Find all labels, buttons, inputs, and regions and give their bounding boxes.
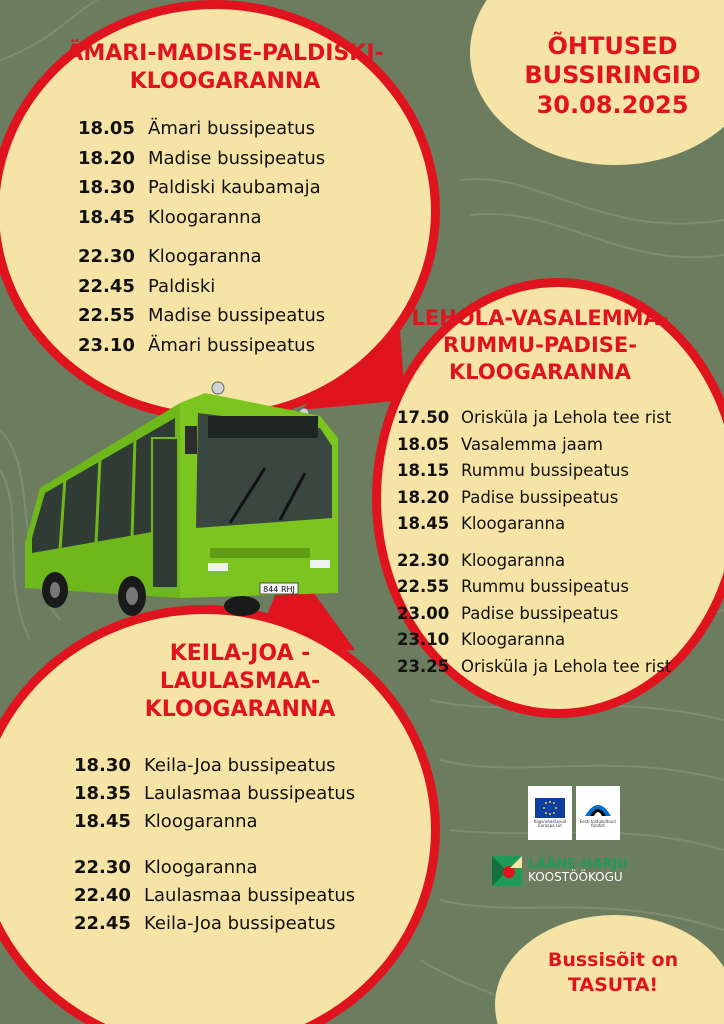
departure-time: 18.05	[78, 118, 135, 139]
stop-name: Kloogaranna	[144, 811, 258, 832]
route3-outbound	[74, 755, 355, 839]
stop-name: Padise bussipeatus	[461, 603, 619, 623]
timetable-row	[397, 488, 671, 515]
sponsor-logos	[528, 786, 620, 840]
departure-time: 18.30	[74, 755, 131, 776]
route2-outbound	[397, 408, 671, 541]
stop-name: Rummu bussipeatus	[461, 577, 629, 596]
timetable-row	[397, 577, 671, 604]
estonia-logo	[576, 786, 620, 840]
timetable-row	[78, 305, 325, 335]
departure-time: 18.05	[397, 434, 450, 454]
departure-time: 18.30	[78, 177, 135, 198]
stop-name: Paldiski kaubamaja	[148, 177, 321, 198]
route1-timetable	[78, 118, 325, 374]
timetable-row	[397, 630, 671, 657]
departure-time: 17.50	[397, 408, 450, 427]
route1-title: ÄMARI-MADISE-PALDISKI-KLOOGARANNA	[66, 41, 384, 95]
stop-name: Kloogaranna	[461, 630, 566, 649]
departure-time: 18.45	[74, 811, 131, 832]
departure-time: 23.10	[397, 630, 450, 649]
departure-time: 18.20	[78, 147, 135, 169]
stop-name: Madise bussipeatus	[148, 305, 326, 326]
route2-return	[397, 551, 671, 684]
route2-title: LEHOLA-VASALEMMA-RUMMU-PADISE-KLOOGARANNA	[411, 306, 669, 384]
timetable-row	[397, 408, 671, 435]
departure-time: 22.30	[78, 246, 135, 267]
timetable-row	[78, 148, 325, 178]
route1-return	[78, 246, 325, 364]
stop-name: Madise bussipeatus	[148, 147, 326, 169]
timetable-row	[74, 755, 355, 783]
timetable-row	[397, 514, 671, 541]
timetable-row	[397, 551, 671, 578]
departure-time: 22.30	[397, 550, 450, 570]
stop-name: Vasalemma jaam	[461, 434, 603, 454]
estonia-caption: Eesti toidukultuuri fondist	[579, 818, 617, 828]
stop-name: Kloogaranna	[461, 514, 566, 533]
timetable-row	[74, 811, 355, 839]
eu-flag-icon	[535, 798, 565, 818]
poster-heading	[505, 32, 720, 120]
koostookogu-name: KOOSTÖÖKOGU	[528, 869, 623, 884]
route3-return	[74, 857, 355, 941]
stop-name: Rummu bussipeatus	[461, 461, 629, 480]
departure-time: 18.15	[397, 461, 450, 480]
bus-icon	[20, 378, 350, 623]
laane-harju-name: LÄÄNE-HARJU	[528, 856, 628, 872]
timetable-row	[74, 885, 355, 913]
timetable-row	[74, 783, 355, 811]
departure-time: 23.00	[397, 603, 450, 623]
event-date: 30.08.2025	[536, 90, 689, 119]
departure-time: 18.35	[74, 783, 131, 804]
stop-name: Kloogaranna	[144, 857, 258, 878]
stop-name: Orisküla ja Lehola tee rist	[461, 656, 672, 676]
departure-time: 22.40	[74, 885, 131, 906]
route3-title: KEILA-JOA - LAULASMAA-KLOOGARANNA	[144, 641, 336, 723]
timetable-row	[78, 118, 325, 148]
timetable-row	[397, 604, 671, 631]
eu-logo	[528, 786, 572, 840]
stop-name: Laulasmaa bussipeatus	[144, 783, 356, 804]
stop-name: Kloogaranna	[461, 550, 566, 570]
stop-name: Paldiski	[148, 275, 216, 297]
departure-time: 18.45	[397, 514, 450, 533]
timetable-row	[78, 335, 325, 365]
estonian-flag-icon	[583, 798, 613, 818]
stop-name: Keila-Joa bussipeatus	[144, 913, 336, 934]
departure-time: 18.20	[397, 487, 450, 507]
route3-timetable	[74, 755, 355, 951]
departure-time: 22.45	[78, 275, 135, 297]
stop-name: Ämari bussipeatus	[148, 334, 315, 356]
timetable-row	[78, 276, 325, 306]
heading-line-1: ÕHTUSED	[547, 32, 678, 60]
departure-time: 23.10	[78, 334, 135, 356]
departure-time: 22.30	[74, 857, 131, 878]
timetable-row	[78, 207, 325, 237]
eu-caption: Kaasrahastanud Euroopa Liit	[533, 818, 567, 828]
stop-name: Padise bussipeatus	[461, 487, 619, 507]
laane-harju-emblem-icon	[492, 856, 522, 886]
laane-harju-text	[528, 858, 628, 885]
timetable-row	[397, 461, 671, 488]
route2-timetable	[397, 408, 671, 693]
timetable-row	[78, 246, 325, 276]
timetable-row	[78, 177, 325, 207]
stop-name: Orisküla ja Lehola tee rist	[461, 408, 672, 427]
departure-time: 22.45	[74, 913, 131, 934]
timetable-row	[74, 857, 355, 885]
departure-time: 22.55	[397, 577, 450, 596]
stop-name: Ämari bussipeatus	[148, 118, 315, 139]
departure-time: 22.55	[78, 305, 135, 326]
timetable-row	[74, 913, 355, 941]
timetable-row	[397, 657, 671, 684]
heading-line-2: BUSSIRINGID	[524, 61, 701, 90]
free-note-line-2: TASUTA!	[567, 973, 659, 996]
departure-time: 18.45	[78, 206, 135, 228]
departure-time: 23.25	[397, 656, 450, 676]
timetable-row	[397, 435, 671, 462]
free-ride-note	[508, 948, 718, 997]
stop-name: Keila-Joa bussipeatus	[144, 755, 336, 776]
stop-name: Kloogaranna	[148, 206, 262, 228]
route1-outbound	[78, 118, 325, 236]
laane-harju-logo	[492, 856, 628, 886]
stop-name: Kloogaranna	[148, 246, 262, 267]
license-plate: 844 RHJ	[263, 585, 295, 594]
free-note-line-1: Bussisõit on	[547, 949, 679, 971]
stop-name: Laulasmaa bussipeatus	[144, 885, 356, 906]
